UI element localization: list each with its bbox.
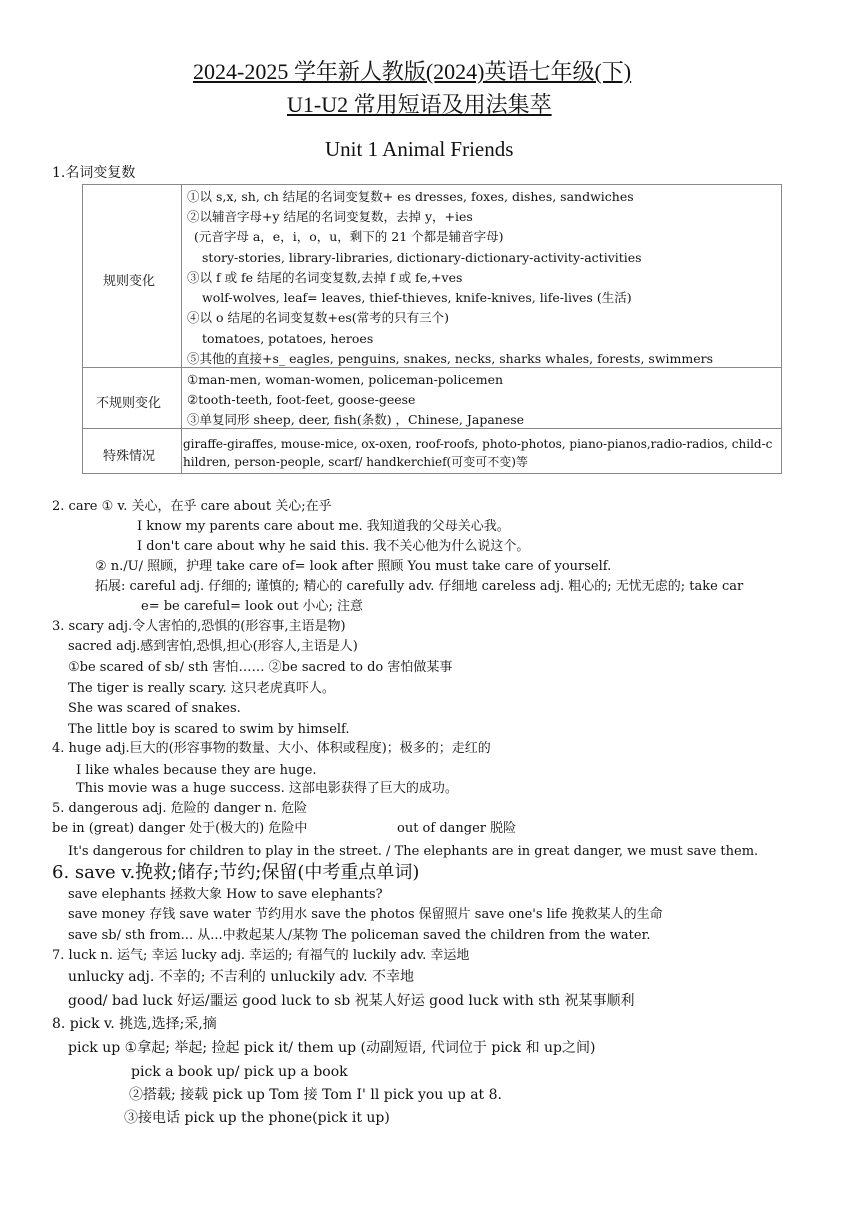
body-line: 3. scary adj.令人害怕的,恐惧的(形容事,主语是物) xyxy=(52,619,346,634)
table-line: ③单复同形 sheep, deer, fish(条数) ，Chinese, Japanese xyxy=(187,412,525,427)
unit-heading: Unit 1 Animal Friends xyxy=(325,137,514,161)
row-head-irregular: 不规则变化 xyxy=(96,396,162,411)
section-heading: 1.名词变复数 xyxy=(52,165,136,181)
body-line: ②搭载; 接载 pick up Tom 接 Tom I' ll pick you up at 8. xyxy=(129,1087,502,1103)
body-line: 2. care ① v. 关心，在乎 care about 关心;在乎 xyxy=(52,499,332,514)
body-line: sacred adj.感到害怕,恐惧,担心(形容人,主语是人) xyxy=(68,639,358,654)
table-line: giraffe-giraffes, mouse-mice, ox-oxen, roof-roofs, photo-photos, piano-pianos,radio-radios, child-c xyxy=(183,437,773,451)
body-line: 6. save v.挽救;储存;节约;保留(中考重点单词) xyxy=(52,862,420,883)
body-line: I like whales because they are huge. xyxy=(76,763,317,778)
body-line: save money 存钱 save water 节约用水 save the photos 保留照片 save one's life 挽救某人的生命 xyxy=(68,907,663,922)
body-line: out of danger 脱险 xyxy=(397,821,517,836)
table-line: (元音字母 a，e，i，o，u，剩下的 21 个都是辅音字母) xyxy=(194,229,504,244)
body-line: 7. luck n. 运气; 幸运 lucky adj. 幸运的; 有福气的 luckily adv. 幸运地 xyxy=(52,948,470,963)
body-line: good/ bad luck 好运/噩运 good luck to sb 祝某人好运 good luck with sth 祝某事顺利 xyxy=(68,993,635,1009)
body-line: 拓展: careful adj. 仔细的; 谨慎的; 精心的 carefully adv. 仔细地 careless adj. 粗心的; 无忧无虑的; take car xyxy=(95,579,744,594)
table-line: ②以辅音字母+y 结尾的名词变复数，去掉 y，+ies xyxy=(187,209,473,224)
body-line: This movie was a huge success. 这部电影获得了巨大的成功。 xyxy=(76,781,458,796)
body-line: e= be careful= look out 小心; 注意 xyxy=(141,599,364,614)
table-line: ①man-men, woman-women, policeman-policemen xyxy=(187,372,504,387)
body-line: I don't care about why he said this. 我不关心他为什么说这个。 xyxy=(137,539,530,554)
body-line: 4. huge adj.巨大的(形容事物的数量、大小、体积或程度)；极多的；走红的 xyxy=(52,741,491,756)
table-line: story-stories, library-libraries, dictionary-dictionary-activity-activities xyxy=(202,250,642,265)
body-line: be in (great) danger 处于(极大的) 危险中 xyxy=(52,821,308,836)
title-line-1: 2024-2025 学年新人教版(2024)英语七年级(下) xyxy=(193,59,632,84)
body-line: It's dangerous for children to play in the street. / The elephants are in great danger, we must save them. xyxy=(68,844,759,859)
body-line: 8. pick v. 挑选,选择;采,摘 xyxy=(52,1016,217,1032)
table-line: ⑤其他的直接+s_ eagles, penguins, snakes, necks, sharks whales, forests, swimmers xyxy=(187,351,714,366)
row-head-special: 特殊情况 xyxy=(103,449,156,464)
body-line: ①be scared of sb/ sth 害怕…… ②be sacred to do 害怕做某事 xyxy=(68,660,453,675)
table-line: ③以 f 或 fe 结尾的名词变复数,去掉 f 或 fe,+ves xyxy=(187,270,463,285)
body-line: save sb/ sth from... 从...中救起某人/某物 The policeman saved the children from the water. xyxy=(68,928,651,943)
body-line: ③接电话 pick up the phone(pick it up) xyxy=(124,1110,390,1126)
body-line: ② n./U/ 照顾，护理 take care of= look after 照顾 You must take care of yourself. xyxy=(95,559,612,574)
body-line: pick a book up/ pick up a book xyxy=(131,1064,348,1080)
table-line: hildren, person-people, scarf/ handkerchief(可变可不变)等 xyxy=(183,455,528,469)
body-line: I know my parents care about me. 我知道我的父母关心我。 xyxy=(137,519,510,534)
title-line-2: U1-U2 常用短语及用法集萃 xyxy=(287,92,552,117)
body-line: pick up ①拿起; 举起; 捡起 pick it/ them up (动副短语, 代词位于 pick 和 up之间) xyxy=(68,1040,596,1056)
body-line: save elephants 拯救大象 How to save elephants? xyxy=(68,887,383,902)
row-head-regular: 规则变化 xyxy=(103,274,156,289)
body-line: She was scared of snakes. xyxy=(68,701,241,716)
body-line: 5. dangerous adj. 危险的 danger n. 危险 xyxy=(52,801,308,816)
body-line: The tiger is really scary. 这只老虎真吓人。 xyxy=(68,681,335,696)
body-line: The little boy is scared to swim by himself. xyxy=(68,722,350,737)
table-line: ④以 o 结尾的名词变复数+es(常考的只有三个) xyxy=(187,310,450,325)
plural-rules-table xyxy=(82,184,782,474)
table-line: ①以 s,x, sh, ch 结尾的名词变复数+ es dresses, foxes, dishes, sandwiches xyxy=(187,189,634,204)
table-line: wolf-wolves, leaf= leaves, thief-thieves, knife-knives, life-lives (生活) xyxy=(202,290,632,305)
table-line: ②tooth-teeth, foot-feet, goose-geese xyxy=(187,392,416,407)
table-line: tomatoes, potatoes, heroes xyxy=(202,331,374,346)
body-line: unlucky adj. 不幸的; 不吉利的 unluckily adv. 不幸地 xyxy=(68,969,415,985)
